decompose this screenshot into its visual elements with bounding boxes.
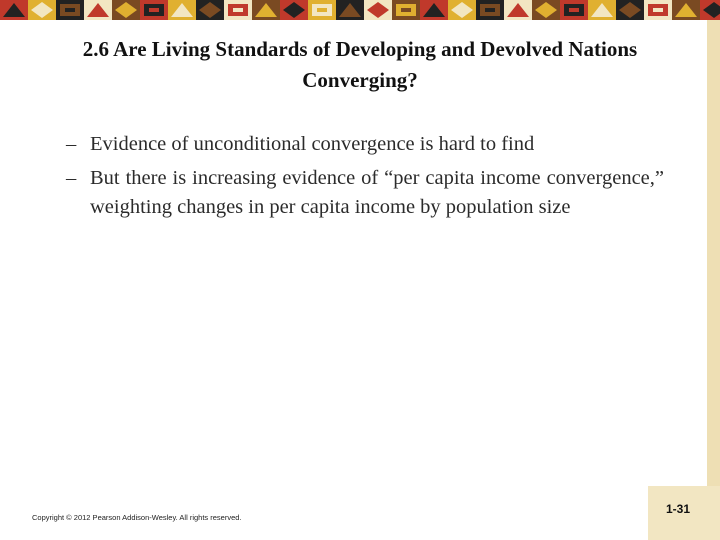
decorative-border-pattern — [0, 0, 720, 20]
bullet-list — [66, 130, 664, 227]
copyright-notice: Copyright © 2012 Pearson Addison-Wesley. All rights reserved. — [32, 513, 242, 522]
bullet-item — [66, 164, 664, 222]
bullet-marker: – — [66, 133, 77, 155]
bullet-item — [66, 130, 664, 159]
bullet-text: But there is increasing evidence of “per capita income convergence,” weighting changes in per capita income by population size — [90, 167, 664, 218]
slide-title: 2.6 Are Living Standards of Developing and Devolved Nations Converging? — [82, 37, 638, 92]
bullet-text: Evidence of unconditional convergence is hard to find — [90, 133, 535, 155]
bullet-marker: – — [66, 167, 77, 189]
page-number: 1-31 — [665, 502, 691, 516]
decorative-side-band — [707, 20, 720, 486]
